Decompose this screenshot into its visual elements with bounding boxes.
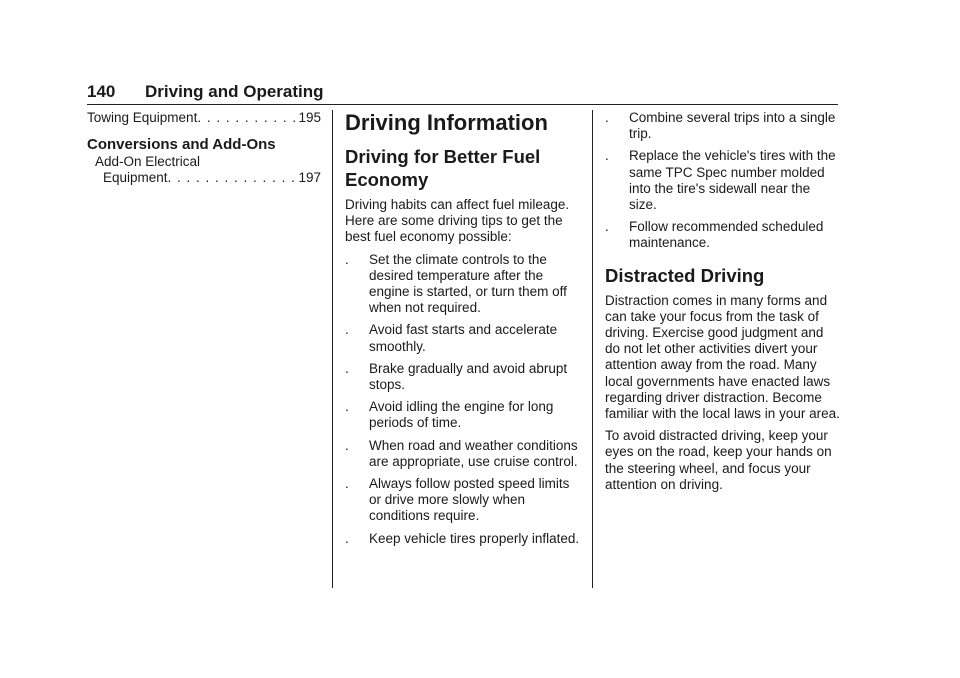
list-item: . Always follow posted speed limits or drive more slowly when conditions require.	[345, 476, 570, 524]
toc-entry-label-cont: Equipment	[103, 170, 168, 185]
toc-entry-page: 197	[298, 170, 321, 185]
section-title: Driving and Operating	[145, 82, 324, 101]
content-column-right	[605, 110, 840, 499]
list-item: . Combine several trips into a single trip.	[605, 110, 836, 142]
toc-entry-page: 195	[298, 110, 321, 125]
list-item: . When road and weather conditions are appropriate, use cruise control.	[345, 437, 578, 469]
toc-entry-label: Towing Equipment	[87, 110, 198, 125]
fuel-tips-list	[345, 252, 585, 547]
toc-heading-conversions: Conversions and Add-Ons	[87, 136, 276, 153]
list-item: . Avoid fast starts and accelerate smoothly.	[345, 322, 558, 354]
distracted-paragraph-1: Distraction comes in many forms and can take your focus from the task of driving. Exercise good judgment and do not let other activities divert your attention away from the road. Many local governments have enacted laws regarding driver distraction. Become familiar with the local laws in your area.	[605, 292, 840, 422]
toc-entry-addon[interactable]	[87, 154, 321, 186]
list-item: . Set the climate controls to the desired temperature after the engine is started, or turn them off when not required.	[345, 251, 567, 316]
page-number: 140	[87, 82, 116, 101]
fuel-tips-list-cont	[605, 110, 840, 252]
list-item: . Avoid idling the engine for long periods of time.	[345, 399, 554, 431]
list-item: . Replace the vehicle's tires with the same TPC Spec number molded into the tire's sidewall near the size.	[605, 148, 836, 213]
heading-driving-information: Driving Information	[345, 110, 548, 135]
fuel-intro-text: Driving habits can affect fuel mileage. Here are some driving tips to get the best fuel economy possible:	[345, 197, 570, 245]
list-item: . Follow recommended scheduled maintenance.	[605, 219, 824, 251]
toc-entry-label: Add-On Electrical	[95, 154, 201, 169]
page-header	[87, 82, 838, 105]
toc-entry-towing[interactable]	[87, 110, 321, 126]
list-item: . Brake gradually and avoid abrupt stops.	[345, 360, 568, 393]
content-column-middle	[345, 110, 585, 553]
column-divider	[592, 110, 593, 588]
distracted-paragraph-2: To avoid distracted driving, keep your eyes on the road, keep your hands on the steering wheel, and focus your attention on driving.	[605, 428, 832, 492]
toc-leader-dots	[168, 170, 297, 186]
list-item: . Keep vehicle tires properly inflated.	[345, 530, 580, 546]
heading-distracted-driving: Distracted Driving	[605, 264, 765, 286]
column-divider	[332, 110, 333, 588]
toc-column	[87, 110, 321, 186]
toc-leader-dots	[197, 110, 296, 126]
heading-fuel-economy: Driving for Better Fuel Economy	[345, 146, 541, 190]
